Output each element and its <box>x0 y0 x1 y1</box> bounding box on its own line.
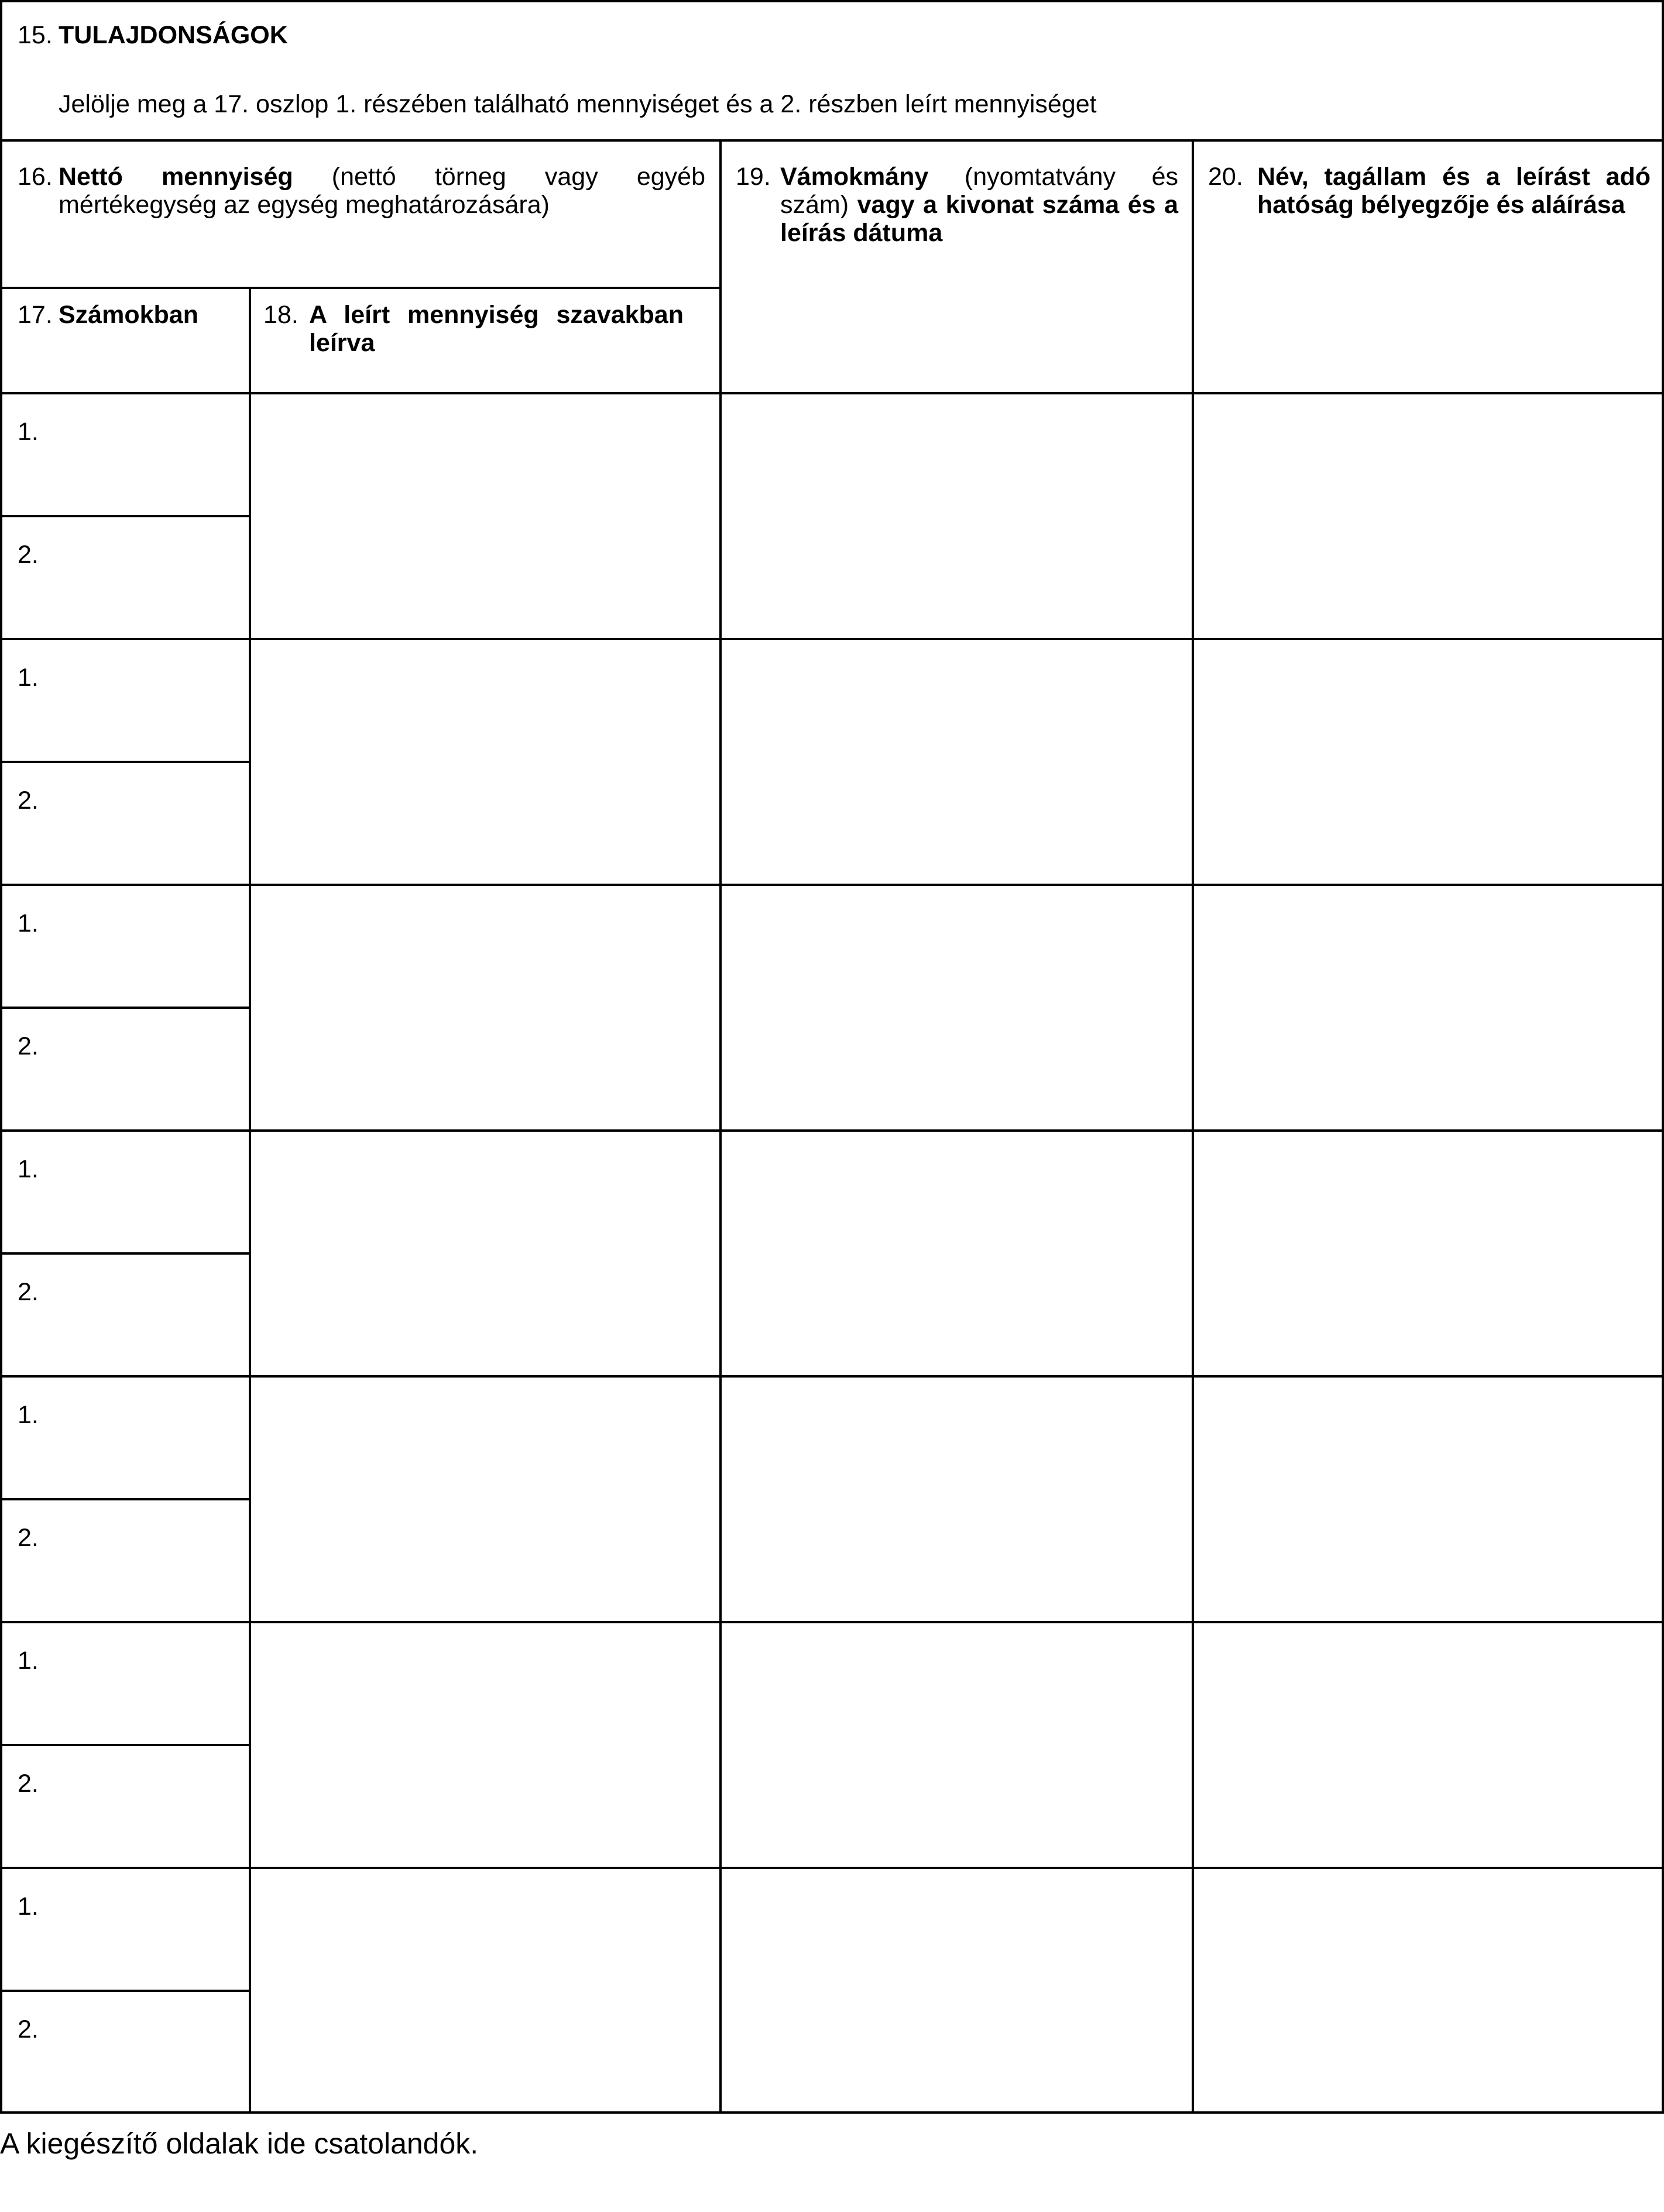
section-19-title-a: Vámokmány <box>780 163 929 191</box>
row-label-1: 1. <box>18 664 39 692</box>
block-divider <box>0 1621 1664 1623</box>
section-20-title: Név, tagállam és a leírást adó hatóság bélyegzője és aláírása <box>1257 163 1651 219</box>
divider-15 <box>0 139 1664 142</box>
section-17-header <box>18 301 240 336</box>
section-18-number: 18. <box>263 301 299 329</box>
section-16-title: Nettó mennyiség <box>59 163 293 191</box>
sub-divider <box>0 1252 251 1255</box>
section-19-text <box>780 163 1178 247</box>
section-19-header <box>736 163 1181 256</box>
section-18-header <box>263 301 708 365</box>
block-divider <box>0 884 1664 886</box>
sub-divider <box>0 1744 251 1746</box>
section-15-instruction: Jelölje meg a 17. oszlop 1. részében található mennyiséget és a 2. részben leírt mennyiséget <box>59 90 1097 118</box>
row-label-2: 2. <box>18 1770 39 1798</box>
divider-col-20 <box>1192 139 1194 2114</box>
section-20-header <box>1208 163 1653 227</box>
section-19-number: 19. <box>736 163 771 191</box>
section-18-title: A leírt mennyiség szavakban leírva <box>309 301 684 357</box>
sub-divider <box>0 515 251 517</box>
row-label-2: 2. <box>18 1278 39 1306</box>
section-19-rest-a: (nyomtatvány és szám) <box>780 163 1179 219</box>
divider-16 <box>0 287 721 289</box>
sub-divider <box>0 1990 251 1992</box>
block-divider <box>0 1375 1664 1378</box>
row-label-1: 1. <box>18 1155 39 1183</box>
sub-divider <box>0 1007 251 1009</box>
section-16-rest: (nettó törneg vagy egyéb mértékegység az egység meghatározására) <box>59 163 705 219</box>
row-label-2: 2. <box>18 786 39 815</box>
block-divider <box>0 1867 1664 1869</box>
divider-col-18 <box>249 287 251 2114</box>
row-label-1: 1. <box>18 1647 39 1675</box>
row-label-1: 1. <box>18 909 39 937</box>
row-label-1: 1. <box>18 1892 39 1921</box>
section-17-title: Számokban <box>59 301 198 329</box>
section-16-number: 16. <box>18 163 53 191</box>
block-divider <box>0 638 1664 640</box>
sub-divider <box>0 761 251 763</box>
section-15-title: TULAJDONSÁGOK <box>59 21 288 49</box>
section-17-number: 17. <box>18 301 53 329</box>
row-label-2: 2. <box>18 541 39 569</box>
row-label-1: 1. <box>18 1401 39 1429</box>
section-20-number: 20. <box>1208 163 1243 191</box>
section-19-title-b: vagy a kivonat száma és a leírás dátuma <box>780 191 1178 247</box>
section-16-text <box>59 163 705 219</box>
section-16-header <box>18 163 708 227</box>
section-15-header <box>18 21 1645 56</box>
section-15-number: 15. <box>18 21 53 49</box>
row-label-2: 2. <box>18 1032 39 1060</box>
row-label-2: 2. <box>18 1524 39 1552</box>
row-label-2: 2. <box>18 2015 39 2043</box>
divider-col-19 <box>719 139 722 2114</box>
divider-header-bottom <box>0 392 1664 394</box>
footer-note: A kiegészítő oldalak ide csatolandók. <box>0 2127 479 2160</box>
row-label-1: 1. <box>18 418 39 446</box>
sub-divider <box>0 1498 251 1500</box>
block-divider <box>0 1129 1664 1132</box>
